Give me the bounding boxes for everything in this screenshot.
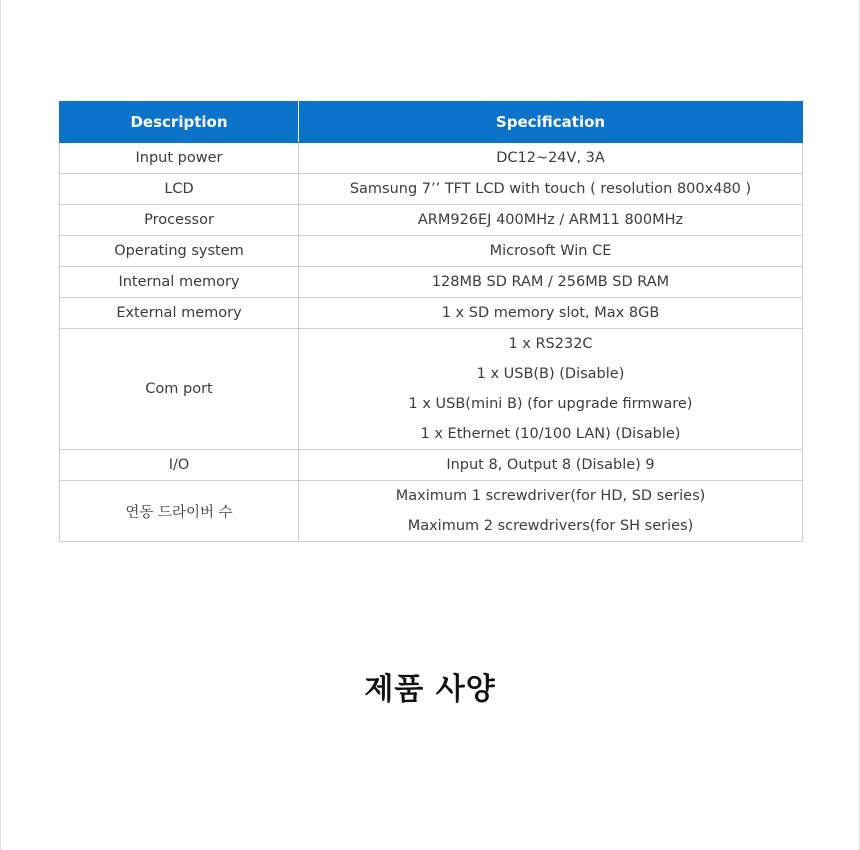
spec-line: 1 x RS232C: [508, 336, 593, 352]
row-description: 연동 드라이버 수: [60, 481, 299, 542]
row-specification: [299, 298, 803, 329]
row-description: Com port: [60, 329, 299, 450]
table-header-row: [60, 102, 803, 143]
spec-line: Input 8, Output 8 (Disable) 9: [446, 457, 655, 473]
table-row: [60, 450, 803, 481]
table-body: [60, 143, 803, 542]
spec-line: 1 x SD memory slot, Max 8GB: [441, 305, 660, 321]
table-row: [60, 205, 803, 236]
spec-line: Maximum 1 screwdriver(for HD, SD series): [395, 488, 706, 504]
row-specification: [299, 236, 803, 267]
row-specification: [299, 267, 803, 298]
row-specification: [299, 143, 803, 174]
table-row: [60, 236, 803, 267]
table-row: [60, 143, 803, 174]
row-description: LCD: [60, 174, 299, 205]
row-description: Operating system: [60, 236, 299, 267]
row-description: Internal memory: [60, 267, 299, 298]
table-row: [60, 481, 803, 542]
spec-line: 1 x USB(B) (Disable): [476, 366, 625, 382]
row-specification: [299, 450, 803, 481]
row-description: Processor: [60, 205, 299, 236]
header-specification: Specification: [299, 102, 803, 143]
page-title: 제품 사양: [364, 672, 496, 707]
row-specification: [299, 205, 803, 236]
row-specification: [299, 481, 803, 542]
spec-line: 1 x Ethernet (10/100 LAN) (Disable): [420, 426, 681, 442]
spec-line: 1 x USB(mini B) (for upgrade firmware): [408, 396, 693, 412]
spec-line: DC12~24V, 3A: [496, 150, 605, 166]
spec-line: 128MB SD RAM / 256MB SD RAM: [431, 274, 670, 290]
row-specification: [299, 329, 803, 450]
table-row: [60, 298, 803, 329]
table-row: [60, 267, 803, 298]
spec-line: Samsung 7’’ TFT LCD with touch ( resolution 800x480 ): [349, 181, 752, 197]
row-description: I/O: [60, 450, 299, 481]
row-description: Input power: [60, 143, 299, 174]
row-specification: [299, 174, 803, 205]
spec-table: [59, 101, 803, 542]
table-row: [60, 174, 803, 205]
spec-line: ARM926EJ 400MHz / ARM11 800MHz: [417, 212, 684, 228]
header-description: Description: [60, 102, 299, 143]
table-row: [60, 329, 803, 450]
spec-line: Maximum 2 screwdrivers(for SH series): [407, 518, 694, 534]
spec-line: Microsoft Win CE: [489, 243, 612, 259]
row-description: External memory: [60, 298, 299, 329]
